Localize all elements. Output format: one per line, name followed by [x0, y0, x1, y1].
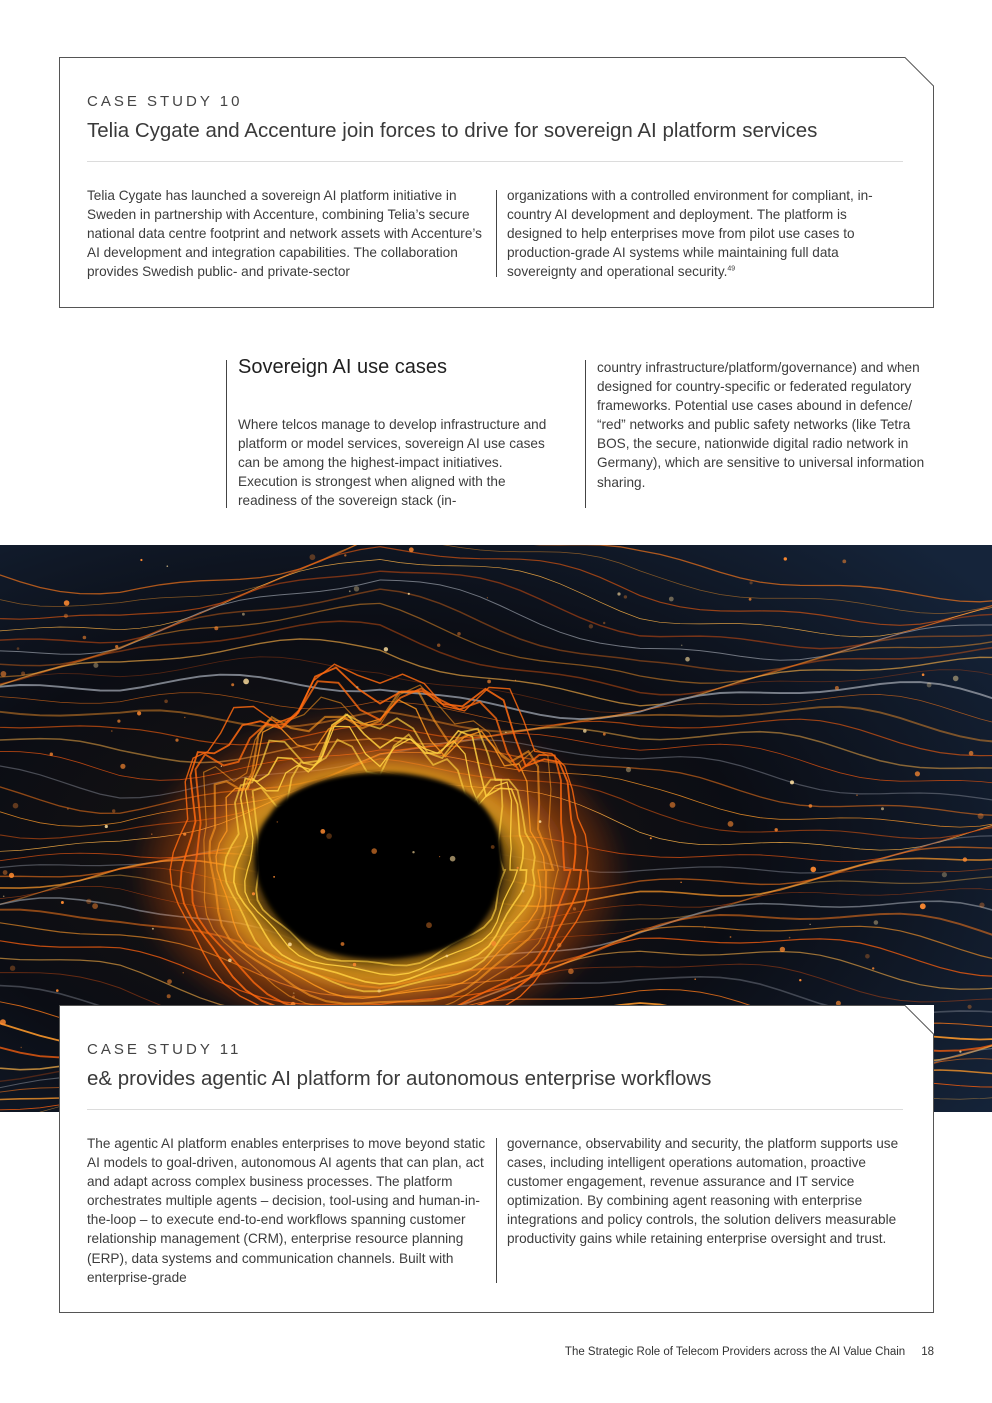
hero-light-dot [809, 804, 813, 808]
hero-light-dot [9, 873, 14, 878]
case-study-10-column-2 [507, 186, 899, 281]
hero-light-dot [872, 967, 874, 969]
hero-light-dot [64, 614, 68, 618]
hero-light-dot [183, 972, 184, 973]
hero-light-dot [589, 624, 593, 628]
case-study-11-card [59, 1005, 934, 1313]
section-title: Sovereign AI use cases [238, 356, 448, 378]
hero-light-dot [969, 751, 974, 756]
hero-light-dot [799, 979, 801, 981]
hero-light-dot [505, 732, 506, 733]
hero-light-dot [221, 766, 222, 767]
hero-light-dot [694, 978, 696, 980]
hero-light-dot [915, 771, 920, 776]
case-study-11-divider [87, 1109, 903, 1110]
hero-light-dot [457, 632, 461, 636]
hero-light-dot [750, 581, 753, 584]
hero-light-dot [842, 560, 846, 564]
hero-light-dot [780, 947, 785, 952]
hero-light-dot [1, 671, 7, 677]
hero-light-dot [356, 686, 358, 688]
hero-light-dot [603, 733, 606, 736]
hero-light-dot [704, 926, 705, 927]
hero-light-dot [408, 593, 410, 595]
hero-light-dot [349, 590, 351, 592]
hero-light-dot [437, 644, 440, 647]
hero-light-dot [439, 856, 440, 857]
hero-light-dot [874, 920, 879, 925]
hero-light-dot [810, 924, 811, 925]
hero-light-dot [61, 901, 64, 904]
hero-light-dot [344, 554, 346, 556]
hero-light-dot [920, 903, 926, 909]
hero-light-dot [83, 636, 87, 640]
hero-light-dot [228, 959, 232, 963]
hero-light-dot [243, 679, 249, 685]
hero-light-dot [288, 943, 292, 947]
hero-light-dot [326, 833, 332, 839]
hero-light-dot [137, 711, 141, 715]
hero-light-dot [384, 647, 388, 651]
hero-light-dot [120, 764, 125, 769]
hero-light-dot [790, 780, 794, 784]
hero-light-dot [371, 848, 377, 854]
hero-light-dot [293, 992, 295, 994]
hero-light-dot [412, 851, 414, 853]
hero-light-dot [446, 955, 449, 958]
hero-light-dot [680, 882, 681, 883]
hero-light-dot [140, 559, 142, 561]
hero-light-dot [378, 989, 381, 992]
hero-light-dot [167, 994, 171, 998]
hero-light-dot [86, 899, 91, 904]
hero-light-dot [56, 989, 59, 992]
hero-light-dot [603, 622, 605, 624]
hero-light-dot [568, 969, 574, 975]
section-left-rule [226, 360, 227, 508]
hero-light-dot [167, 565, 169, 567]
hero-light-dot [487, 597, 488, 598]
hero-light-dot [252, 892, 255, 895]
hero-light-dot [353, 963, 356, 966]
hero-light-dot [252, 796, 254, 798]
case-study-10-title: Telia Cygate and Accenture join forces to drive for sovereign AI platform services [87, 119, 818, 142]
column-separator [496, 1138, 497, 1283]
hero-light-dot [409, 547, 414, 552]
hero-light-dot [491, 845, 495, 849]
case-study-10-column-2-text: organizations with a controlled environment for compliant, in-country AI development and deployment. The platform is designed to help enterprises move from pilot use cases to production-grade AI systems while maintaining full data sovereignty and operational security.$^{49}$ [507, 188, 873, 280]
section-column-1: Where telcos manage to develop infrastructure and platform or model services, sovereign AI use cases can be among the highest-impact initiatives. Execution is strongest when aligned with the readiness of the sovereign stack (in- [238, 417, 547, 509]
hero-light-dot [3, 896, 5, 898]
hero-light-dot [617, 592, 620, 595]
footnote-reference: 49 [727, 265, 736, 273]
hero-light-dot [978, 813, 984, 819]
section-column-2: country infrastructure/platform/governance) and when designed for country-specific or federated regulatory frameworks. Potential use cases abound in defence/ “red” networks and public safety networks (like Tetra BOS, the secure, nationwide digital radio network in Germany), which are sensitive to universal information sharing. [597, 360, 925, 490]
hero-light-dot [67, 808, 69, 810]
case-study-11-title: e& provides agentic AI platform for autonomous enterprise workflows [87, 1067, 712, 1090]
hero-light-dot [728, 821, 734, 827]
case-study-11-column-2 [507, 1134, 905, 1249]
hero-light-dot [626, 767, 631, 772]
hero-light-dot [650, 837, 652, 839]
hero-light-dot [835, 686, 839, 690]
hero-light-dot [64, 600, 70, 606]
hero-light-dot [624, 595, 627, 598]
hero-light-dot [152, 928, 154, 930]
hero-light-dot [184, 717, 185, 718]
hero-light-dot [151, 834, 152, 835]
hero-light-dot [515, 680, 516, 681]
hero-light-dot [789, 937, 791, 939]
hero-light-dot [292, 996, 295, 999]
hero-light-dot [510, 977, 513, 980]
footer-report-title: The Strategic Role of Telecom Providers across the AI Value Chain [564, 1346, 906, 1358]
hero-light-dot [111, 730, 113, 732]
case-study-10-column-1 [87, 186, 485, 281]
hero-light-dot [320, 829, 325, 834]
hero-light-dot [749, 598, 752, 601]
hero-light-dot [573, 907, 576, 910]
hero-light-dot [50, 753, 53, 756]
hero-light-dot [183, 833, 186, 836]
hero-light-dot [164, 700, 168, 704]
hero-light-dot [115, 645, 118, 648]
hero-light-dot [670, 802, 676, 808]
hero-light-dot [17, 647, 20, 650]
hero-light-dot [105, 825, 108, 828]
hero-light-dot [539, 820, 542, 823]
hero-light-dot [811, 867, 817, 873]
hero-light-dot [685, 657, 690, 662]
hero-light-dot [681, 645, 683, 647]
hero-light-dot [669, 597, 674, 602]
hero-light-dot [3, 870, 8, 875]
hero-light-dot [856, 794, 858, 796]
hero-light-dot [341, 942, 345, 946]
hero-light-dot [92, 903, 98, 909]
hero-light-dot [450, 856, 456, 862]
hero-light-dot [953, 676, 959, 682]
hero-light-dot [117, 720, 120, 723]
hero-light-dot [214, 626, 218, 630]
hero-light-dot [112, 809, 115, 812]
hero-light-dot [959, 1051, 961, 1053]
hero-light-dot [979, 903, 984, 908]
hero-light-dot [251, 813, 253, 815]
case-study-11-column-1-text: The agentic AI platform enables enterprises to move beyond static AI models to goal-driven, autonomous AI agents that can plan, act and adapt across complex business processes. The platform orchestrates multiple agents – decision, tool-using and human-in-the-loop – to execute end-to-end workflows spanning customer relationship management (CRM), enterprise resource planning (ERP), data systems and communication channels. Built with enterprise-grade [87, 1136, 486, 1285]
hero-light-dot [730, 936, 732, 938]
hero-light-dot [21, 672, 25, 676]
hero-light-dot [273, 876, 275, 878]
hero-light-dot [10, 966, 15, 971]
case-study-10-column-1-text: Telia Cygate has launched a sovereign AI platform initiative in Sweden in partnership with Accenture, combining Telia’s secure national data centre footprint and network assets with Accenture’s AI development and integration capabilities. The collaboration provides Swedish public- and private-sector [87, 188, 482, 280]
hero-light-dot [167, 979, 172, 984]
hero-light-dot [927, 683, 932, 688]
hero-light-dot [775, 828, 778, 831]
hero-light-dot [487, 680, 491, 684]
hero-light-dot [963, 857, 967, 861]
hero-light-dot [0, 1019, 6, 1025]
case-study-11-kicker: CASE STUDY 11 [87, 1041, 242, 1058]
hero-light-dot [354, 586, 359, 591]
hero-light-dot [242, 613, 245, 616]
hero-light-dot [13, 803, 19, 809]
page-number: 18 [921, 1346, 934, 1358]
hero-light-dot [881, 807, 884, 810]
hero-light-dot [583, 729, 587, 733]
hero-light-dot [231, 683, 234, 686]
hero-light-dot [865, 954, 870, 959]
hero-light-dot [968, 1005, 972, 1009]
hero-light-dot [277, 821, 279, 823]
hero-light-dot [517, 867, 519, 869]
hero-light-dot [93, 663, 98, 668]
hero-light-dot [491, 941, 496, 946]
hero-light-dot [557, 943, 562, 948]
hero-light-dot [426, 922, 432, 928]
case-study-10-card [59, 57, 934, 308]
hero-light-dot [922, 673, 925, 676]
case-study-11-column-1 [87, 1134, 487, 1287]
hero-light-dot [175, 739, 178, 742]
hero-light-dot [522, 890, 525, 893]
hero-light-dot [21, 1047, 22, 1048]
case-study-11-column-2-text: governance, observability and security, the platform supports use cases, including intelligent operations automation, proactive customer engagement, revenue assurance and IT service optimization. By combining agent reasoning with enterprise integrations and policy controls, the solution delivers measurable productivity gains while retaining enterprise oversight and trust. [507, 1136, 899, 1247]
case-study-10-divider [87, 161, 903, 162]
page-footer [565, 1346, 934, 1358]
hero-light-dot [310, 554, 316, 560]
hero-light-dot [784, 557, 787, 560]
column-separator [496, 190, 497, 277]
section-middle-rule [585, 360, 586, 508]
case-study-10-kicker: CASE STUDY 10 [87, 93, 243, 110]
hero-light-dot [942, 872, 947, 877]
